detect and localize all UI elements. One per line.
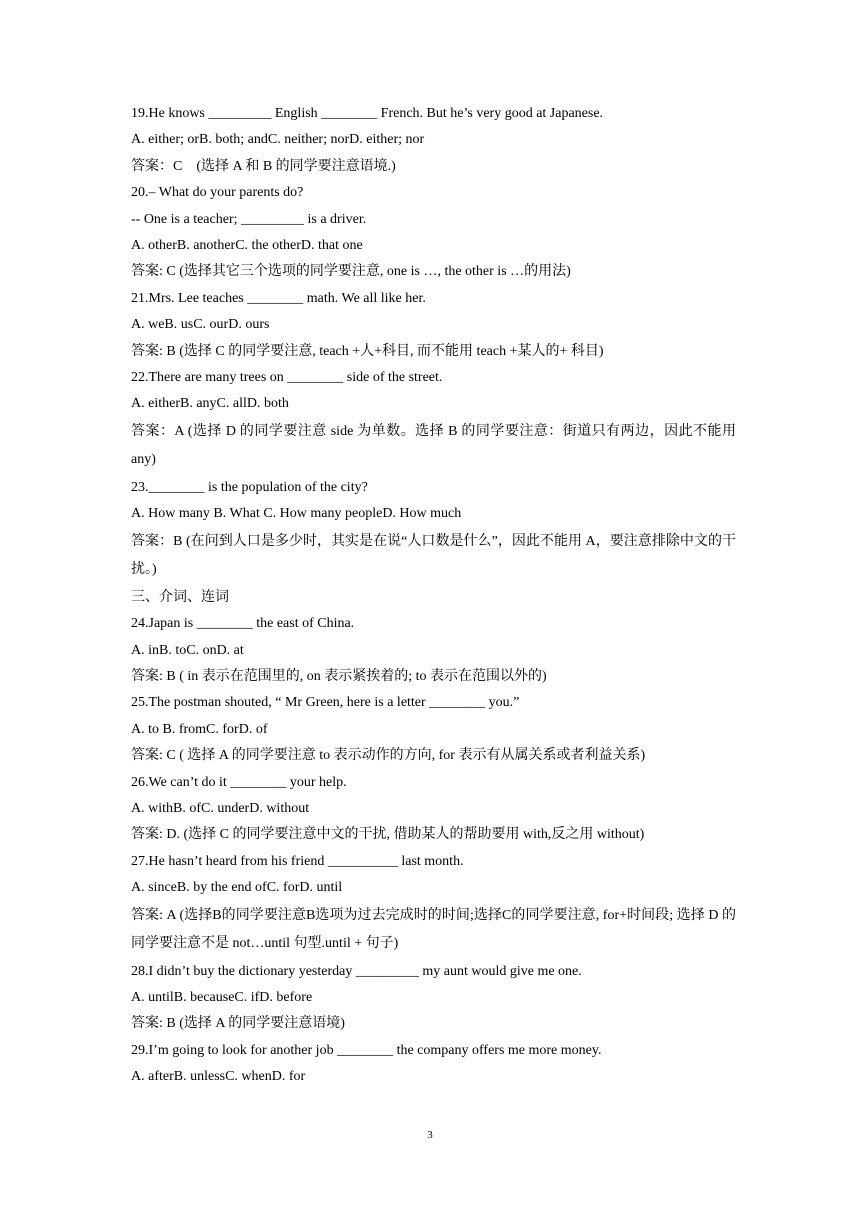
question-24-answer: 答案: B ( in 表示在范围里的, on 表示紧挨着的; to 表示在范围以外的)	[131, 668, 547, 684]
question-23: 23.________ is the population of the city?	[131, 479, 368, 495]
question-21-options: A. weB. usC. ourD. ours	[131, 317, 270, 333]
question-22: 22.There are many trees on ________ side of the street.	[131, 370, 443, 386]
question-23-answer: 答案：B (在问到人口是多少时，其实是在说“人口数是什么”，因此不能用 A，要注意排除中文的干扰。)	[131, 533, 736, 578]
question-24: 24.Japan is ________ the east of China.	[131, 616, 355, 632]
question-28-answer: 答案: B (选择 A 的同学要注意语境)	[131, 1016, 345, 1032]
question-25-options: A. to B. fromC. forD. of	[131, 721, 268, 737]
question-22-answer: 答案：A (选择 D 的同学要注意 side 为单数。选择 B 的同学要注意：街道只有两边，因此不能用 any)	[131, 423, 736, 468]
question-21-answer: 答案: B (选择 C 的同学要注意, teach +人+科目, 而不能用 teach +某人的+ 科目)	[131, 343, 604, 359]
question-27: 27.He hasn’t heard from his friend __________ last month.	[131, 853, 464, 869]
question-27-answer: 答案: A (选择B的同学要注意B选项为过去完成时的时间;选择C的同学要注意, for+时间段; 选择 D 的同学要注意不是 not…until 句型.until + 句子)	[131, 907, 736, 952]
question-29: 29.I’m going to look for another job ________ the company offers me more money.	[131, 1042, 602, 1058]
question-20: 20.– What do your parents do?	[131, 185, 304, 201]
question-26-options: A. withB. ofC. underD. without	[131, 800, 310, 816]
question-26-answer: 答案: D. (选择 C 的同学要注意中文的干扰, 借助某人的帮助要用 with,反之用 without)	[131, 827, 645, 843]
question-19-options: A. either; orB. both; andC. neither; norD. either; nor	[131, 132, 425, 148]
document-body	[131, 101, 736, 1091]
section-heading: 三、介词、连词	[131, 589, 229, 605]
question-29-options: A. afterB. unlessC. whenD. for	[131, 1069, 306, 1085]
question-28-options: A. untilB. becauseC. ifD. before	[131, 989, 313, 1005]
question-23-options: A. How many B. What C. How many peopleD. How much	[131, 506, 462, 522]
question-19-answer: 答案：C (选择 A 和 B 的同学要注意语境.)	[131, 158, 396, 174]
question-24-options: A. inB. toC. onD. at	[131, 642, 244, 658]
question-28: 28.I didn’t buy the dictionary yesterday _________ my aunt would give me one.	[131, 963, 582, 979]
question-20-dialogue: -- One is a teacher; _________ is a driver.	[131, 211, 367, 227]
question-27-options: A. sinceB. by the end ofC. forD. until	[131, 880, 343, 896]
question-20-options: A. otherB. anotherC. the otherD. that one	[131, 238, 363, 254]
question-25-answer: 答案: C ( 选择 A 的同学要注意 to 表示动作的方向, for 表示有从属关系或者利益关系)	[131, 748, 646, 764]
question-21: 21.Mrs. Lee teaches ________ math. We all like her.	[131, 290, 426, 306]
question-25: 25.The postman shouted, “ Mr Green, here is a letter ________ you.”	[131, 695, 520, 711]
question-22-options: A. eitherB. anyC. allD. both	[131, 396, 289, 412]
question-26: 26.We can’t do it ________ your help.	[131, 774, 347, 790]
page-number: 3	[427, 1129, 433, 1141]
question-20-answer: 答案: C (选择其它三个选项的同学要注意, one is …, the other is …的用法)	[131, 264, 571, 280]
question-19: 19.He knows _________ English ________ French. But he’s very good at Japanese.	[131, 106, 604, 121]
